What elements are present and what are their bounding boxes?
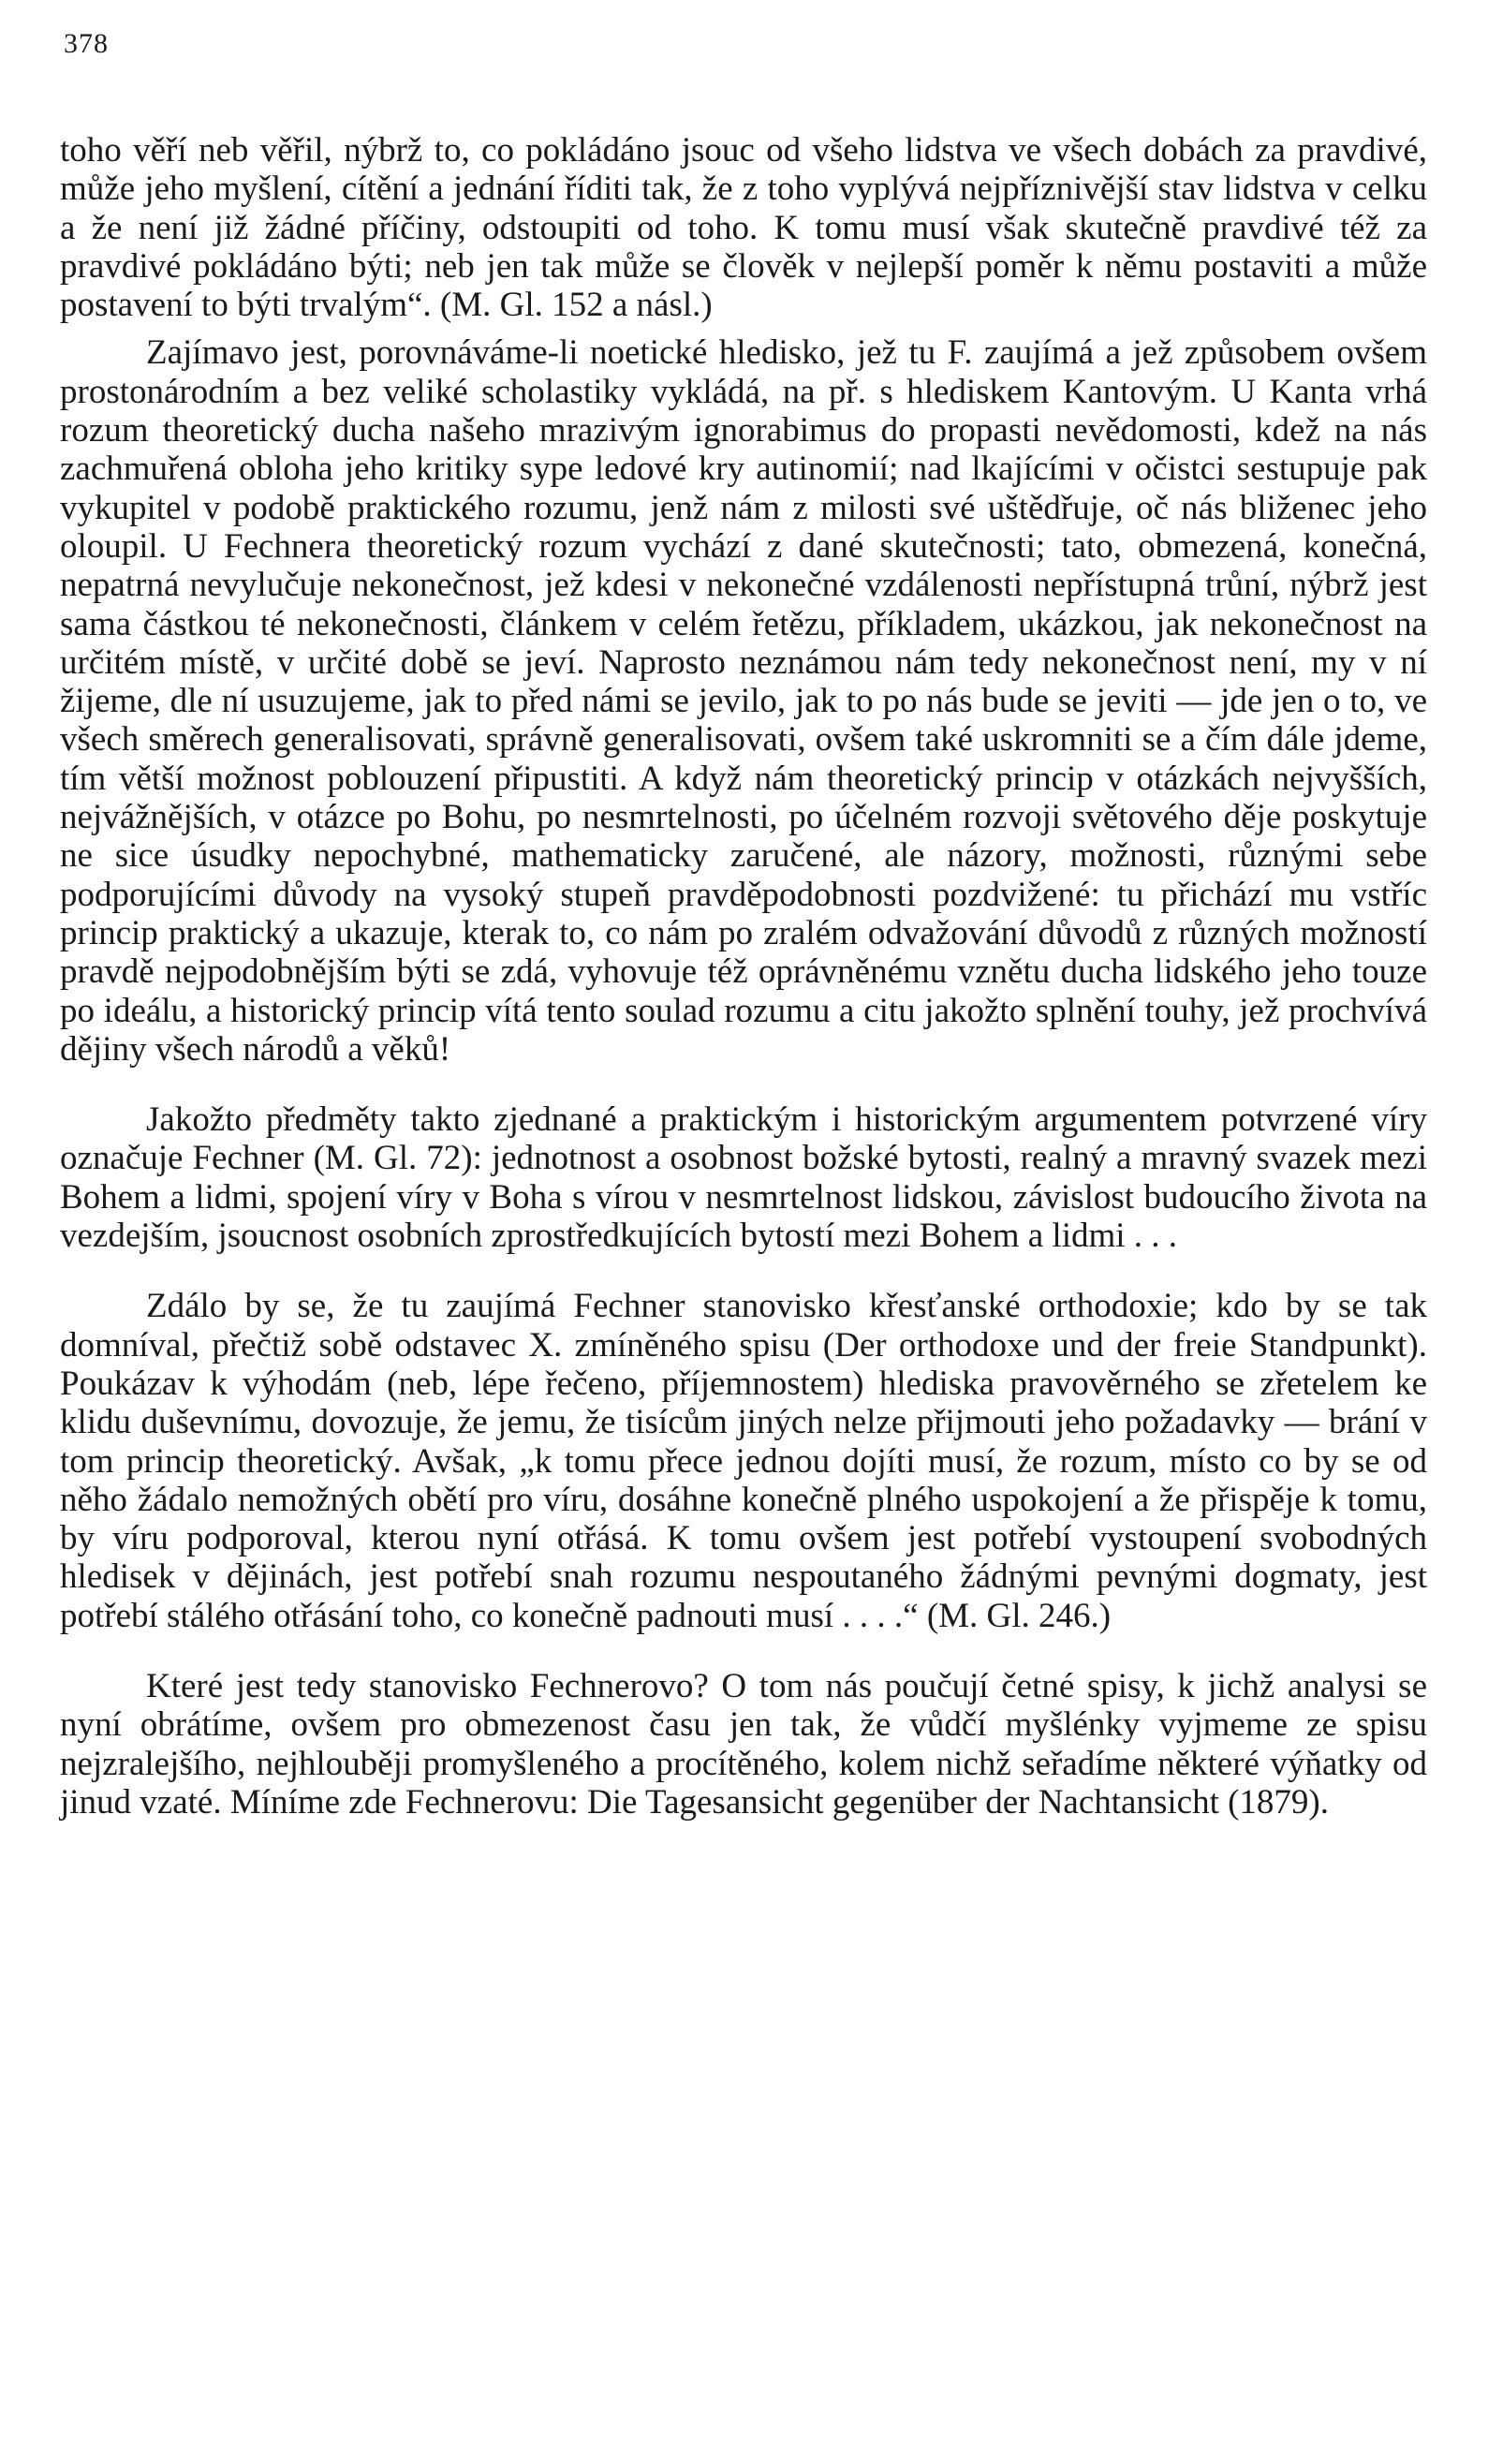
paragraph-continuation: toho věří neb věřil, nýbrž to, co pokládáno jsouc od všeho lidstva ve všech dobách za pravdivé, může jeho myšlení, cítění a jednání říditi tak, že z toho vyplývá nejpříznivější stav lidstva v celku a že není již žádné příčiny, odstoupiti od toho. K tomu musí však skutečně pravdivé též za pravdivé pokládáno býti; neb jen tak může se člověk v nejlepší poměr k němu postaviti a může postavení to býti trvalým“. (M. Gl. 152 a násl.) [60, 131, 1427, 325]
page-number: 378 [64, 28, 109, 59]
page-body [60, 131, 1427, 1822]
paragraph-noetic-comparison: Zajímavo jest, porovnáváme-li noetické hledisko, jež tu F. zaujímá a jež způsobem ovšem prostonárodním a bez veliké scholastiky vykládá, na př. s hlediskem Kantovým. U Kanta vrhá rozum theoretický ducha našeho mrazivým ignorabimus do propasti nevědomosti, kdež na nás zachmuřená obloha jeho kritiky sype ledové kry autinomií; nad lkajícími v očistci sestupuje pak vykupitel v podobě praktického rozumu, jenž nám z milosti své uštědřuje, oč nás bliženec jeho oloupil. U Fechnera theoretický rozum vychází z dané skutečnosti; tato, obmezená, konečná, nepatrná nevylučuje nekonečnost, jež kdesi v nekonečné vzdálenosti nepřístupná trůní, nýbrž jest sama částkou té nekonečnosti, článkem v celém řetězu, příkladem, ukázkou, jak nekonečnost na určitém místě, v určité době se jeví. Naprosto neznámou nám tedy nekonečnost není, my v ní žijeme, dle ní usuzujeme, jak to před námi se jevilo, jak to po nás bude se jeviti — jde jen o to, ve všech směrech generalisovati, správně generalisovati, ovšem také uskromniti se a čím dále jdeme, tím větší možnost poblouzení připustiti. A když nám theoretický princip v otázkách nejvyšších, nejvážnějších, v otázce po Bohu, po nesmrtelnosti, po účelném rozvoji světového děje poskytuje ne sice úsudky nepochybné, mathematicky zaručené, ale názory, možnosti, různými sebe podporujícími důvody na vysoký stupeň pravděpodobnosti pozdvižené: tu přichází mu vstříc princip praktický a ukazuje, kterak to, co nám po zralém odvažování důvodů z různých možností pravdě nejpodobnějším býti se zdá, vyhovuje též oprávněnému vznětu ducha lidského jeho touze po ideálu, a historický princip vítá tento soulad rozumu a citu jakožto splnění touhy, jež prochvívá dějiny všech národů a věků! [60, 333, 1427, 1069]
paragraph-orthodoxy: Zdálo by se, že tu zaujímá Fechner stanovisko křesťanské orthodoxie; kdo by se tak domníval, přečtiž sobě odstavec X. zmíněného spisu (Der orthodoxe und der freie Standpunkt). Poukázav k výhodám (neb, lépe řečeno, příjemnostem) hlediska pravověrného se zřetelem ke klidu duševnímu, dovozuje, že jemu, že tisícům jiných nelze přijmouti jeho požadavky — brání v tom princip theoretický. Avšak, „k tomu přece jednou dojíti musí, že rozum, místo co by se od něho žádalo nemožných obětí pro víru, dosáhne konečně plného uspokojení a že přispěje k tomu, by víru podporoval, kterou nyní otřásá. K tomu ovšem jest potřebí vystoupení svobodných hledisek v dějinách, jest potřebí snah rozumu nespoutaného žádnými pevnými dogmaty, jest potřebí stálého otřásání toho, co konečně padnouti musí . . . .“ (M. Gl. 246.) [60, 1287, 1427, 1635]
paragraph-fechner-standpoint: Které jest tedy stanovisko Fechnerovo? O tom nás poučují četné spisy, k jichž analysi se nyní obrátíme, ovšem pro obmezenost času jen tak, že vůdčí myšlénky vyjmeme ze spisu nejzralejšího, nejhlouběji promyšleného a procítěného, kolem nichž seřadíme některé výňatky od jinud vzaté. Míníme zde Fechnerovu: Die Tagesansicht gegenüber der Nachtansicht (1879). [60, 1666, 1427, 1822]
paragraph-objects-of-faith: Jakožto předměty takto zjednané a praktickým i historickým argumentem potvrzené víry označuje Fechner (M. Gl. 72): jednotnost a osobnost božské bytosti, realný a mravný svazek mezi Bohem a lidmi, spojení víry v Boha s vírou v nesmrtelnost lidskou, závislost budoucího života na vezdejším, jsoucnost osobních zprostředkujících bytostí mezi Bohem a lidmi . . . [60, 1100, 1427, 1256]
